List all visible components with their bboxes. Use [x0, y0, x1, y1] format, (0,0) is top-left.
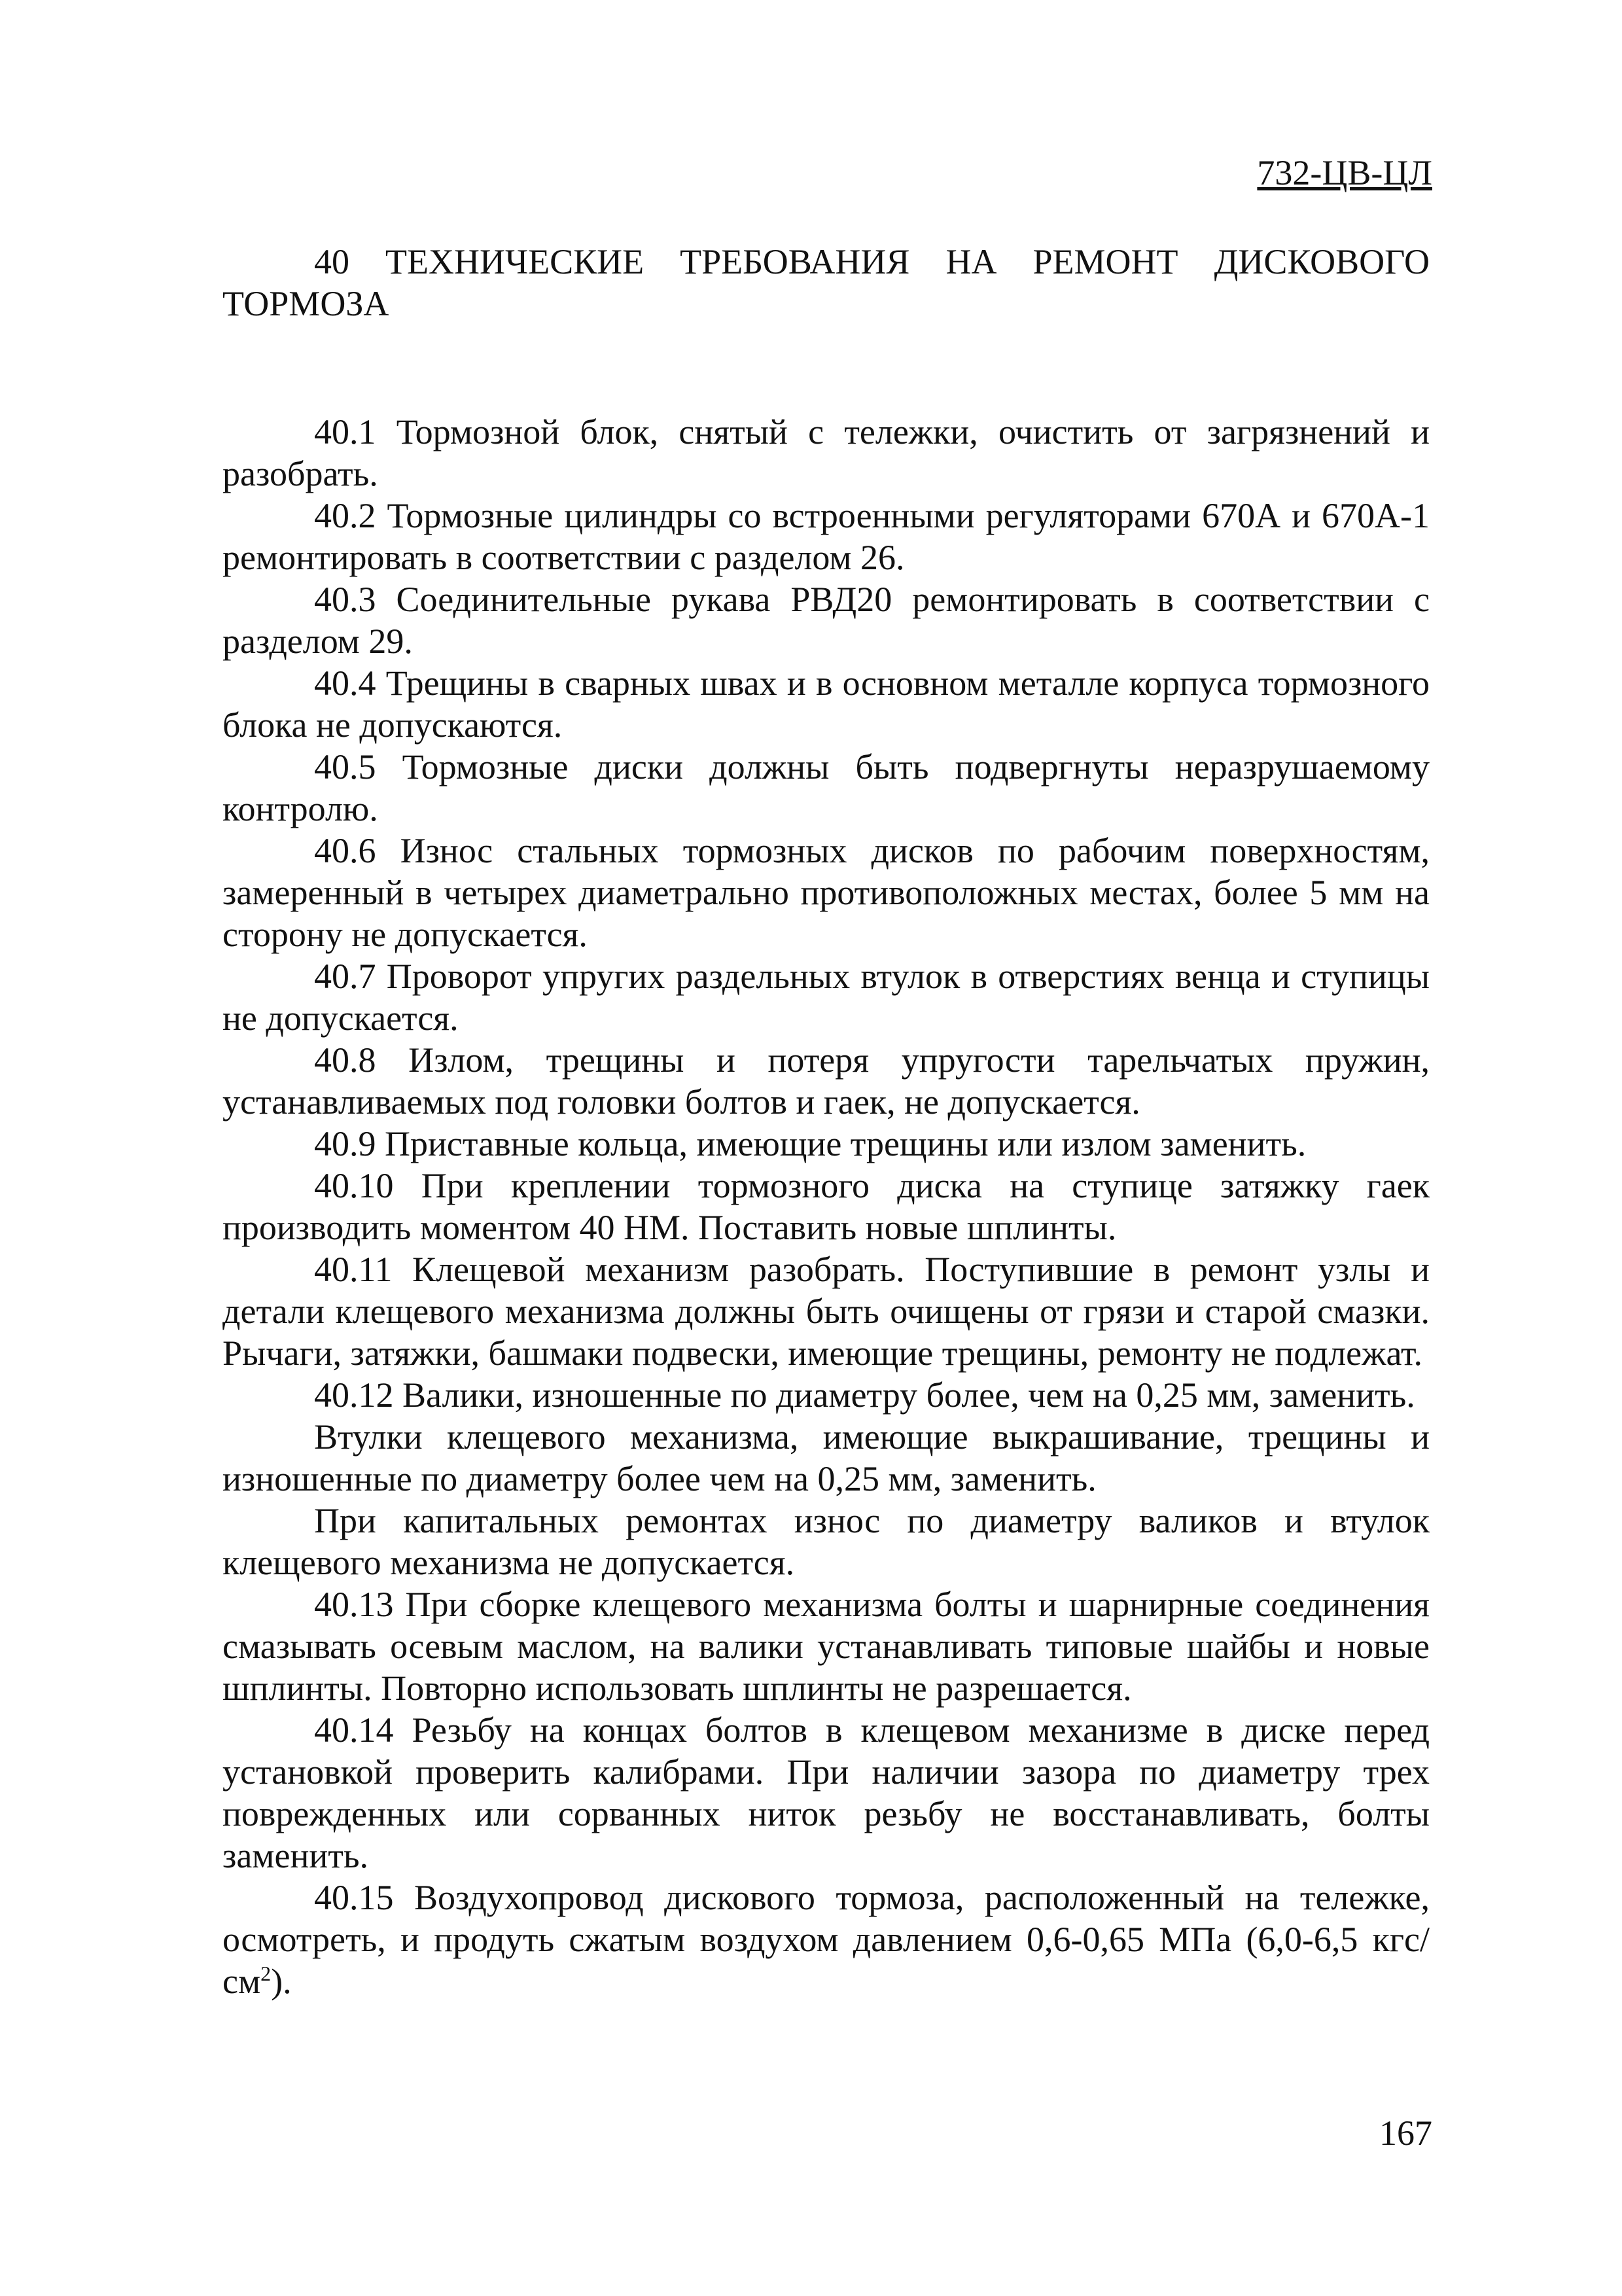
page-number: 167 — [1379, 2113, 1432, 2153]
paragraph: 40.2 Тормозные цилиндры со встроенными регуляторами 670А и 670А-1 ремонтировать в соответствии с разделом 26. — [222, 496, 1430, 577]
paragraph: 40.12 Валики, изношенные по диаметру более, чем на 0,25 мм, заменить. — [314, 1375, 1415, 1415]
paragraph: 40.9 Приставные кольца, имеющие трещины или излом заменить. — [314, 1124, 1307, 1163]
paragraph: 40.3 Соединительные рукава РВД20 ремонтировать в соответствии с разделом 29. — [222, 580, 1430, 661]
superscript: 2 — [260, 1962, 272, 1985]
paragraph: 40.11 Клещевой механизм разобрать. Поступившие в ремонт узлы и детали клещевого механизма должны быть очищены от грязи и старой смазки. Рычаги, затяжки, башмаки подвески, имеющие трещины, ремонту не подлежат. — [222, 1250, 1430, 1373]
section-title — [222, 241, 1430, 325]
body-text — [222, 411, 1430, 2002]
section-title-line-1: 40 ТЕХНИЧЕСКИЕ ТРЕБОВАНИЯ НА РЕМОНТ ДИСКОВОГО — [314, 242, 1430, 281]
paragraph: 40.4 Трещины в сварных швах и в основном металле корпуса тормозного блока не допускаются. — [222, 663, 1430, 745]
paragraph: 40.13 При сборке клещевого механизма болты и шарнирные соединения смазывать осевым маслом, на валики устанавливать типовые шайбы и новые шплинты. Повторно использовать шплинты не разрешается. — [222, 1585, 1430, 1708]
paragraph: 40.7 Проворот упругих раздельных втулок в отверстиях венца и ступицы не допускается. — [222, 957, 1430, 1038]
paragraph: 40.8 Излом, трещины и потеря упругости тарельчатых пружин, устанавливаемых под головки болтов и гаек, не допускается. — [222, 1040, 1430, 1122]
paragraph: 40.6 Износ стальных тормозных дисков по рабочим поверхностям, замеренный в четырех диаметрально противоположных местах, более 5 мм на сторону не допускается. — [222, 831, 1430, 954]
paragraph: Втулки клещевого механизма, имеющие выкрашивание, трещины и изношенные по диаметру более чем на 0,25 мм, заменить. — [222, 1417, 1430, 1498]
section-title-line-2: ТОРМОЗА — [222, 284, 389, 323]
paragraph: 40.5 Тормозные диски должны быть подвергнуты неразрушаемому контролю. — [222, 747, 1430, 828]
paragraph: При капитальных ремонтах износ по диаметру валиков и втулок клещевого механизма не допускается. — [222, 1501, 1430, 1582]
paragraph: 40.1 Тормозной блок, снятый с тележки, очистить от загрязнений и разобрать. — [222, 412, 1430, 493]
paragraph-last-suffix: ). — [271, 1962, 292, 2001]
document-code: 732-ЦВ-ЦЛ — [1257, 153, 1432, 192]
paragraph: 40.14 Резьбу на концах болтов в клещевом механизме в диске перед установкой проверить калибрами. При наличии зазора по диаметру трех поврежденных или сорванных ниток резьбу не восстанавливать, болты заменить. — [222, 1710, 1430, 1875]
paragraph: 40.10 При креплении тормозного диска на ступице затяжку гаек производить моментом 40 НМ. Поставить новые шплинты. — [222, 1166, 1430, 1247]
paragraph-last — [222, 1877, 1430, 2002]
paragraph-last-text: 40.15 Воздухопровод дискового тормоза, расположенный на тележке, осмотреть, и продуть сжатым воздухом давлением 0,6-0,65 МПа (6,0-6,5 кгс/см — [222, 1878, 1430, 2001]
